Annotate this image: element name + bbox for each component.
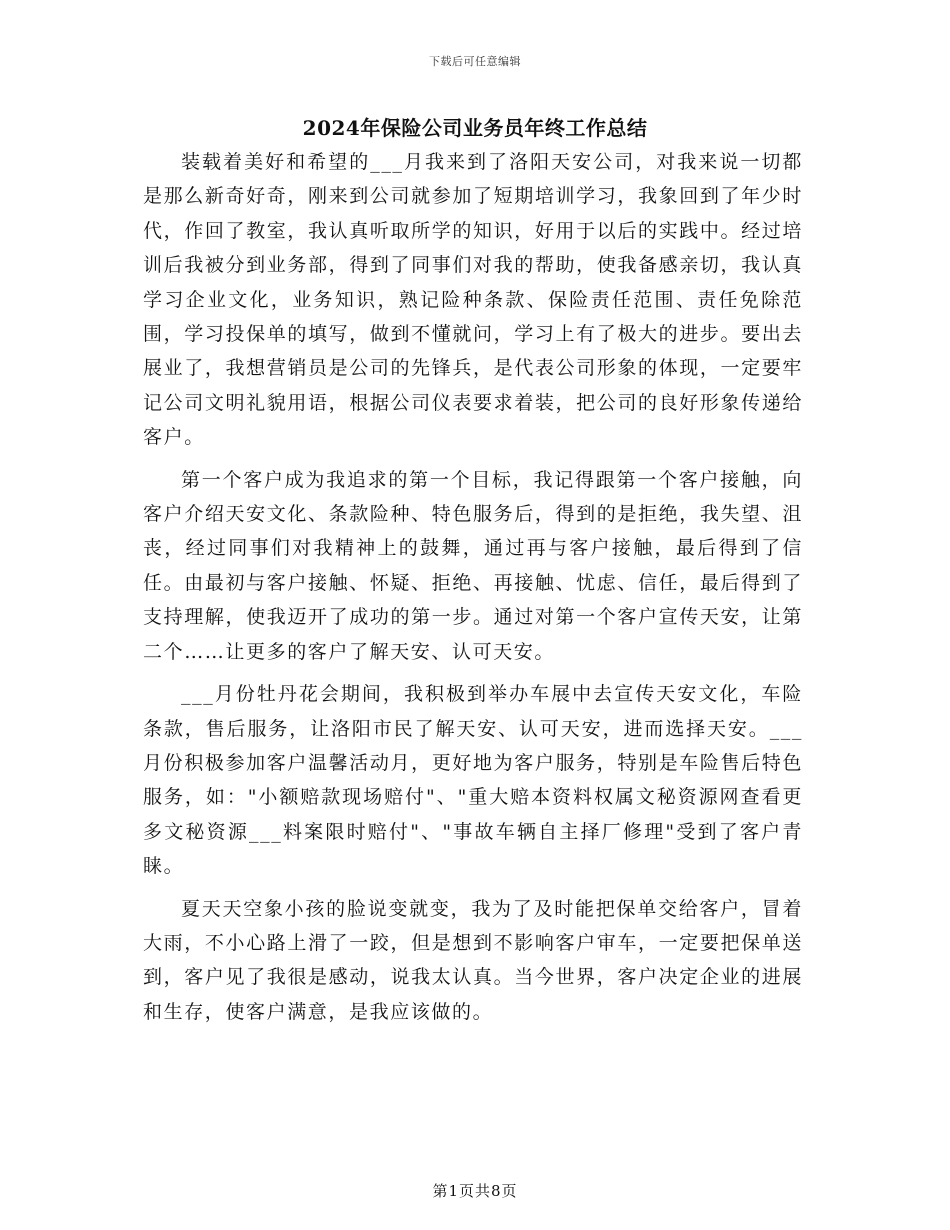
paragraph-2: 第一个客户成为我追求的第一个目标，我记得跟第一个客户接触，向客户介绍天安文化、条款险种、特色服务后，得到的是拒绝，我失望、沮丧，经过同事们对我精神上的鼓舞，通过再与客户接触，最后得到了信任。由最初与客户接触、怀疑、拒绝、再接触、忧虑、信任，最后得到了支持理解，使我迈开了成功的第一步。通过对第一个客户宣传天安，让第二个……让更多的客户了解天安、认可天安。 — [143, 468, 803, 663]
document-title: 2024年保险公司业务员年终工作总结 — [302, 116, 648, 140]
paragraph-3: ___月份牡丹花会期间，我积极到举办车展中去宣传天安文化，车险条款，售后服务，让洛阳市民了解天安、认可天安，进而选择天安。___月份积极参加客户温馨活动月，更好地为客户服务，特别是车险售后特色服务，如："小额赔款现场赔付"、"重大赔本资料权属文秘资源网查看更多文秘资源___料案限时赔付"、"事故车辆自主择厂修理"受到了客户青睐。 — [143, 683, 803, 878]
page-number-footer: 第1页共8页 — [432, 1182, 518, 1200]
header-note: 下载后可任意编辑 — [429, 55, 521, 68]
document-body — [143, 145, 803, 1037]
paragraph-1: 装载着美好和希望的___月我来到了洛阳天安公司，对我来说一切都是那么新奇好奇，刚来到公司就参加了短期培训学习，我象回到了年少时代，作回了教室，我认真听取所学的知识，好用于以后的实践中。经过培训后我被分到业务部，得到了同事们对我的帮助，使我备感亲切，我认真学习企业文化，业务知识，熟记险种条款、保险责任范围、责任免除范围，学习投保单的填写，做到不懂就问，学习上有了极大的进步。要出去展业了，我想营销员是公司的先锋兵，是代表公司形象的体现，一定要牢记公司文明礼貌用语，根据公司仪表要求着装，把公司的良好形象传递给客户。 — [143, 151, 803, 449]
paragraph-4: 夏天天空象小孩的脸说变就变，我为了及时能把保单交给客户，冒着大雨，不小心路上滑了一跤，但是想到不影响客户审车，一定要把保单送到，客户见了我很是感动，说我太认真。当今世界，客户决定企业的进展和生存，使客户满意，是我应该做的。 — [143, 897, 803, 1023]
